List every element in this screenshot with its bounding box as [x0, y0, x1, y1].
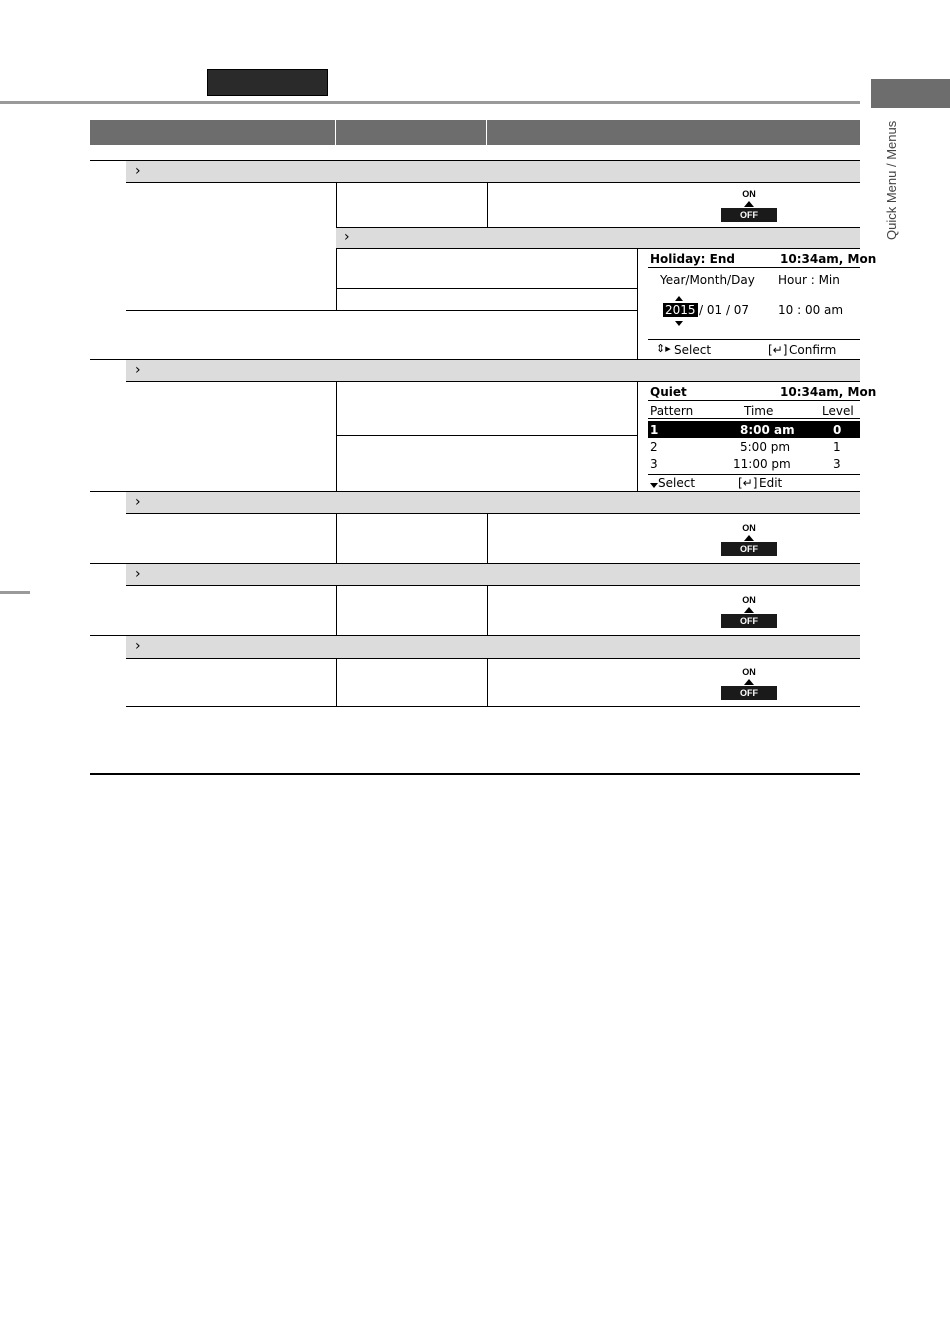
row-time: 8:00 am	[740, 423, 795, 437]
column-rule	[336, 586, 337, 635]
row-rule	[336, 435, 637, 436]
triangle-up-icon	[744, 201, 754, 207]
screen-divider	[648, 267, 860, 268]
chevron-right-icon: ›	[135, 494, 141, 510]
column-rule	[336, 659, 337, 707]
row-level: 0	[833, 423, 842, 437]
holiday-screen-clock: 10:34am, Mon	[780, 252, 877, 266]
column-rule	[487, 586, 488, 635]
row-rule	[126, 182, 860, 183]
toggle-off-label: OFF	[721, 208, 777, 222]
triangle-up-icon	[744, 535, 754, 541]
chevron-right-icon: ›	[344, 229, 350, 245]
column-rule	[637, 249, 638, 360]
quiet-screen-clock: 10:34am, Mon	[780, 385, 877, 399]
chevron-right-icon: ›	[135, 163, 141, 179]
row-rule	[90, 491, 126, 492]
column-rule	[336, 514, 337, 563]
page-margin-mark	[0, 591, 30, 594]
column-rule	[487, 514, 488, 563]
submenu-bar[interactable]	[126, 563, 860, 586]
edit-label: Edit	[759, 476, 783, 490]
confirm-label: Confirm	[789, 343, 837, 357]
row-level: 3	[833, 457, 841, 471]
table-header-bar	[90, 120, 860, 145]
enter-key-icon: [↵]	[768, 343, 788, 357]
chevron-right-icon: ›	[135, 362, 141, 378]
screen-divider	[648, 474, 860, 475]
month-day-value: / 01 / 07	[699, 303, 750, 317]
row-rule	[90, 359, 126, 360]
on-off-toggle[interactable]	[721, 189, 777, 222]
toggle-on-label: ON	[742, 189, 756, 199]
on-off-toggle[interactable]	[721, 667, 777, 700]
enter-key-icon: [↵]	[738, 476, 758, 490]
row-rule	[90, 635, 126, 636]
time-header: Hour : Min	[778, 273, 840, 287]
row-level: 1	[833, 440, 841, 454]
section-label-box	[207, 69, 328, 96]
year-value[interactable]: 2015	[665, 303, 696, 317]
triangle-down-icon	[675, 321, 683, 326]
row-rule	[126, 706, 860, 707]
table-bottom-rule	[90, 773, 860, 775]
screen-divider	[648, 339, 860, 340]
select-label: Select	[674, 343, 712, 357]
toggle-on-label: ON	[742, 595, 756, 605]
row-pattern: 3	[650, 457, 658, 471]
triangle-up-icon	[744, 679, 754, 685]
submenu-bar[interactable]	[126, 160, 860, 183]
holiday-screen-title: Holiday: End	[650, 252, 735, 266]
column-header-pattern: Pattern	[650, 404, 694, 418]
date-header: Year/Month/Day	[660, 273, 755, 287]
column-header-level: Level	[822, 404, 854, 418]
submenu-bar[interactable]	[336, 227, 860, 249]
submenu-bar[interactable]	[126, 491, 860, 514]
screen-divider	[648, 418, 860, 419]
toggle-on-label: ON	[742, 523, 756, 533]
column-rule	[487, 182, 488, 228]
row-pattern: 1	[650, 423, 659, 437]
row-rule	[90, 160, 126, 161]
column-header-time: Time	[744, 404, 774, 418]
chevron-right-icon: ›	[135, 566, 141, 582]
table-header-divider	[486, 120, 487, 145]
table-header-divider	[335, 120, 336, 145]
triangle-up-icon	[744, 607, 754, 613]
toggle-off-label: OFF	[721, 614, 777, 628]
select-label: Select	[658, 476, 696, 490]
submenu-bar[interactable]	[126, 635, 860, 659]
column-rule	[637, 382, 638, 492]
toggle-on-label: ON	[742, 667, 756, 677]
side-tab-label: Quick Menu / Menus	[884, 120, 899, 240]
row-rule	[126, 310, 637, 311]
triangle-down-icon	[650, 483, 658, 488]
on-off-toggle[interactable]	[721, 595, 777, 628]
row-time: 11:00 pm	[733, 457, 791, 471]
column-rule	[487, 659, 488, 707]
row-rule	[90, 563, 126, 564]
column-rule	[336, 382, 337, 492]
row-pattern: 2	[650, 440, 658, 454]
quiet-screen-title: Quiet	[650, 385, 687, 399]
toggle-off-label: OFF	[721, 542, 777, 556]
on-off-toggle[interactable]	[721, 523, 777, 556]
triangle-up-icon	[675, 296, 683, 301]
header-rule	[0, 101, 860, 104]
screen-divider	[648, 400, 860, 401]
row-rule	[336, 288, 637, 289]
submenu-bar[interactable]	[126, 359, 860, 382]
toggle-off-label: OFF	[721, 686, 777, 700]
row-time: 5:00 pm	[740, 440, 791, 454]
up-down-arrows-icon: ⇕▸	[656, 342, 671, 355]
side-tab	[871, 79, 950, 108]
time-value: 10 : 00 am	[778, 303, 844, 317]
chevron-right-icon: ›	[135, 638, 141, 654]
